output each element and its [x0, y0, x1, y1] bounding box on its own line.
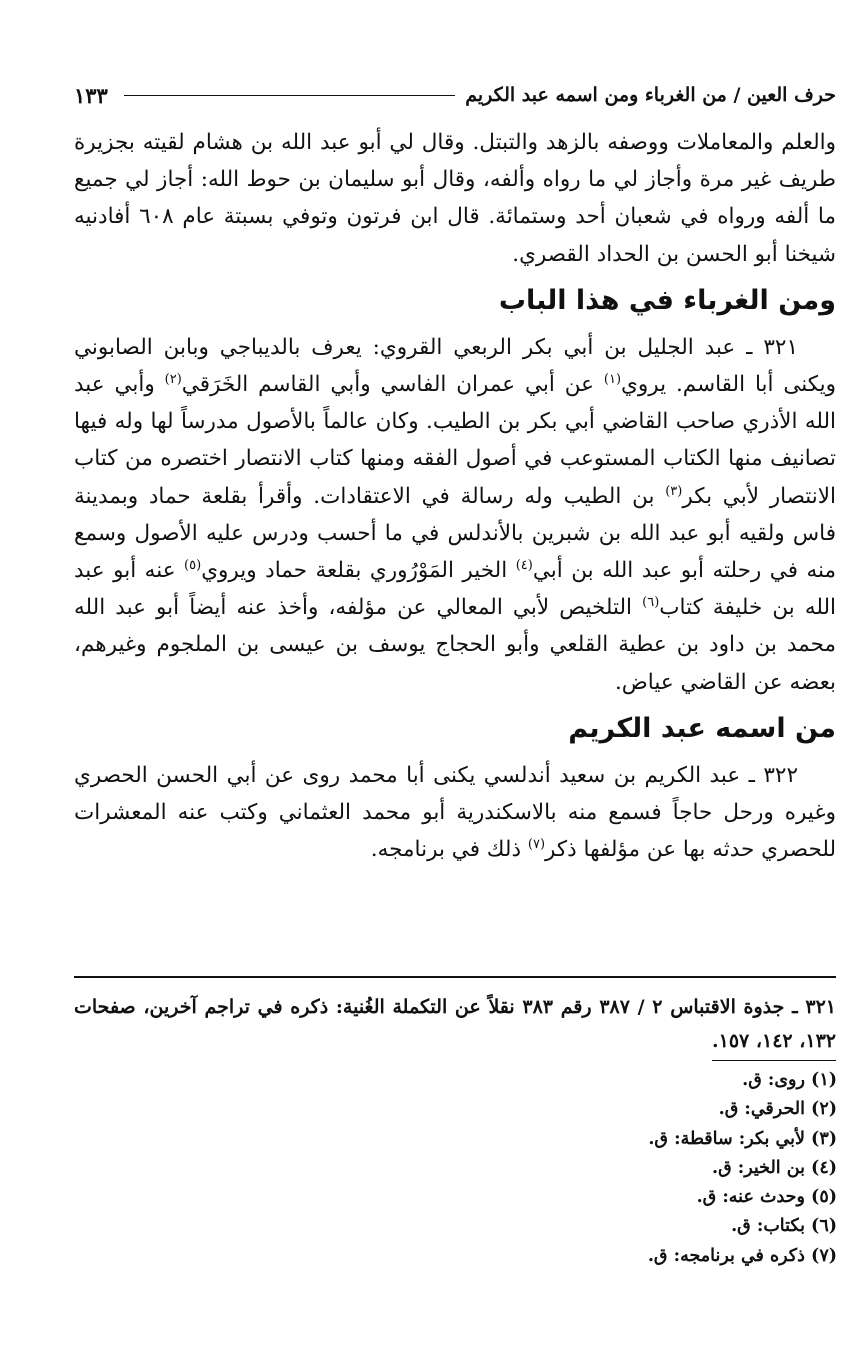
- entry-322-text: ٣٢٢ ـ عبد الكريم بن سعيد أندلسي يكنى أبا محمد روى عن أبي الحسن الحصري وغيره ورحل حاجاً فسمع منه بالاسكندرية أبو محمد العثماني وكتب عنه المعشرات للحصري حدثه بها عن مؤلفها ذكر: [74, 762, 836, 863]
- variant-note: (٣) لأبي بكر: ساقطة: ق.: [648, 1128, 837, 1149]
- variant-note: (٢) الحرقي: ق.: [718, 1099, 837, 1120]
- entry-321: [74, 329, 836, 701]
- variant-note: (٧) ذكره في برنامجه: ق.: [647, 1245, 837, 1266]
- source-footnote: [74, 990, 836, 1061]
- entry-322: [74, 757, 836, 869]
- entry-322-text: ذلك في برنامجه.: [370, 837, 528, 863]
- entry-321-text: عن أبي عمران الفاسي وأبي القاسم الخَرَقي: [181, 372, 604, 398]
- main-text: [74, 124, 836, 868]
- entry-321-text: التلخيص لأبي المعالي عن مؤلفه، وأخذ عنه أيضاً أبو عبد الله محمد بن داود بن عطية القلعي وأبو الحجاج يوسف بن عيسى بن الملجوم وغيرهم، بعضه عن القاضي عياض.: [74, 595, 836, 695]
- entry-321-text: عنه أبو عبد الله بن خليفة كتاب: [74, 558, 836, 621]
- footnote-ref-2: (٢): [164, 371, 182, 387]
- footnote-ref-4: (٤): [515, 557, 533, 573]
- running-title: حرف العين / من الغرباء ومن اسمه عبد الكريم: [465, 84, 836, 106]
- source-footnote-pages: ١٣٢، ١٤٢، ١٥٧.: [712, 1024, 836, 1061]
- variant-note: (٦) بكتاب: ق.: [731, 1216, 837, 1237]
- footnote-ref-3: (٣): [665, 483, 683, 499]
- section-title-strangers: ومن الغرباء في هذا الباب: [498, 284, 836, 316]
- variant-note: (٤) بن الخير: ق.: [712, 1157, 837, 1178]
- entry-321-text: وأبي عبد الله الأذري صاحب القاضي أبي بكر بن الطيب. وكان عالماً بالأصول مدرساً لها وله فيها تصانيف منها الكتاب المستوعب في أصول الفقه ومنها كتاب الانتصار اختصره من كتاب الانتصار لأبي بكر: [74, 372, 837, 509]
- intro-paragraph: والعلم والمعاملات ووصفه بالزهد والتبتل. وقال لي أبو عبد الله بن هشام لقيته بجزيرة طريف غير مرة وأجاز لي ما رواه وألفه، وقال أبو سليمان بن حوط الله: أجاز لي جميع ما ألفه ورواه في شعبان أحد وستمائة. قال ابن فرتون وتوفي بسبتة عام ٦٠٨ أفادنيه شيخنا أبو الحسن بن الحداد القصري.: [74, 130, 836, 267]
- footnote-ref-7: (٧): [527, 837, 546, 853]
- footnote-ref-5: (٥): [184, 557, 202, 573]
- footnote-ref-6: (٦): [642, 595, 660, 611]
- section-title-abd-al-karim: من اسمه عبد الكريم: [568, 712, 836, 744]
- source-footnote-text: ٣٢١ ـ جذوة الاقتباس ٢ / ٣٨٧ رقم ٣٨٣ نقلاً عن التكملة الغُنية: ذكره في تراجم آخرين، صفحات: [74, 996, 836, 1018]
- header-rule: [124, 95, 455, 96]
- variant-notes-list: [437, 1066, 837, 1271]
- entry-321-text: الخير المَوْرُوري بقلعة حماد ويروي: [201, 558, 516, 584]
- footnote-ref-1: (١): [603, 371, 622, 387]
- footnote-separator: [74, 976, 836, 978]
- page-number: ١٣٣: [74, 82, 108, 108]
- entry-321-text: بن الطيب وله رسالة في الاعتقادات. وأقرأ بقلعة حماد وبمدينة فاس ولقيه أبو عبد الله بن شبرين بالأندلس في ما أحسب ودرس عليه الأصول وسمع منه في رحلته أبو عبد الله بن أبي: [74, 483, 837, 584]
- entry-321-text: ٣٢١ ـ عبد الجليل بن أبي بكر الربعي القروي: يعرف بالديباجي وبابن الصابوني ويكنى أبا القاسم. يروي: [74, 334, 837, 398]
- variant-note: (٥) وحدث عنه: ق.: [696, 1187, 837, 1208]
- variant-note: (١) روى: ق.: [742, 1070, 837, 1090]
- running-header: [74, 78, 836, 112]
